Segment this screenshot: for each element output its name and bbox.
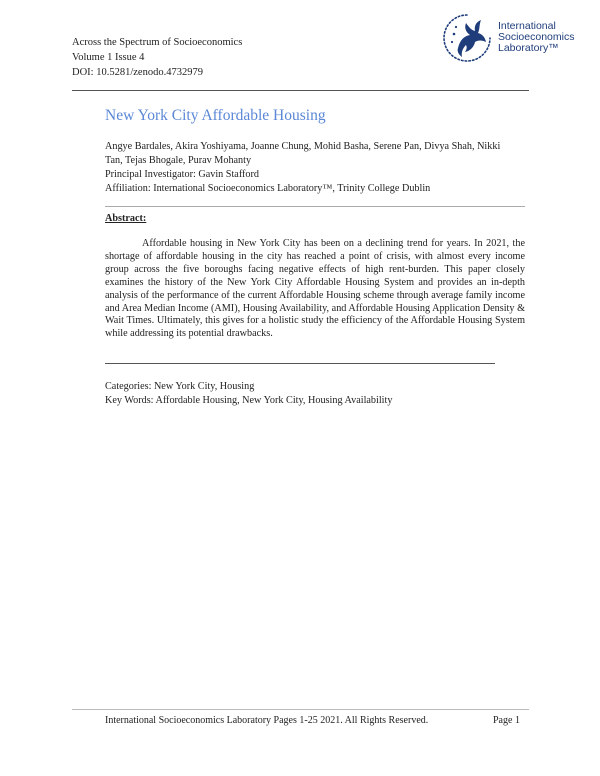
principal-investigator: Principal Investigator: Gavin Stafford (105, 169, 260, 180)
abstract-rule (105, 363, 495, 364)
page-number: Page 1 (493, 715, 520, 726)
logo-line-1: International (498, 20, 556, 32)
authors-line-1: Angye Bardales, Akira Yoshiyama, Joanne Chung, Mohid Basha, Serene Pan, Divya Shah, Nikki (105, 141, 501, 152)
volume-issue: Volume 1 Issue 4 (72, 52, 145, 63)
logo-line-3: Laboratory™ (498, 42, 559, 54)
logo-mark (440, 12, 496, 64)
header-rule (72, 90, 529, 91)
footer-text: International Socioeconomics Laboratory Pages 1-25 2021. All Rights Reserved. (105, 715, 429, 726)
doi[interactable]: DOI: 10.5281/zenodo.4732979 (72, 67, 203, 78)
categories: Categories: New York City, Housing (105, 381, 255, 392)
logo-line-2: Socioeconomics (498, 31, 575, 43)
affiliation: Affiliation: International Socioeconomics Laboratory™, Trinity College Dublin (105, 183, 431, 194)
phoenix-bird-icon (440, 12, 496, 64)
affiliation-rule (105, 206, 525, 207)
journal-name: Across the Spectrum of Socioeconomics (72, 37, 243, 48)
keywords: Key Words: Affordable Housing, New York City, Housing Availability (105, 395, 393, 406)
authors-line-2: Tan, Tejas Bhogale, Purav Mohanty (105, 155, 252, 166)
footer-rule (72, 709, 529, 710)
paper-title: New York City Affordable Housing (105, 107, 326, 124)
abstract-heading: Abstract: (105, 213, 147, 224)
abstract-text: Affordable housing in New York City has been on a declining trend for years. In 2021, the shortage of affordable housing in the city has reached a point of crisis, with almost every income group across the five boroughs facing negative effects of high rent-burden. This paper closely examines the history of the New York City Affordable Housing System and provides an in-depth analysis of the performance of the current Affordable Housing scheme through average family income and Area Median Income (AMI), Housing Availability, and Affordable Housing Application Density & Wait Times. Ultimately, this gives for a holistic study the efficiency of the Affordable Housing System while addressing its potential drawbacks. (105, 238, 525, 340)
